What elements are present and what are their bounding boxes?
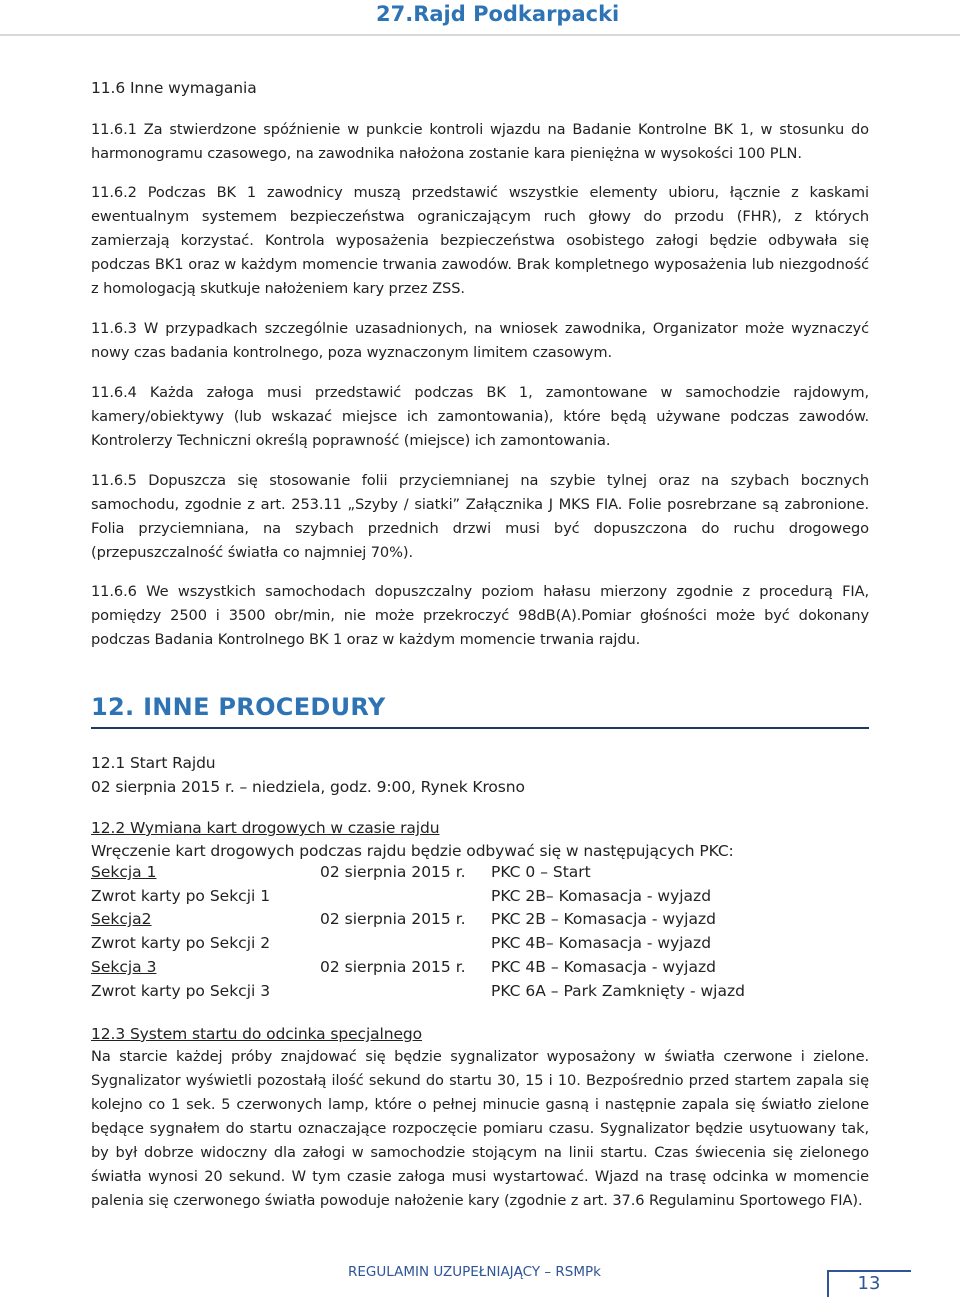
paragraph-11-6-6: 11.6.6 We wszystkich samochodach dopuszczalny poziom hałasu mierzony zgodnie z procedurą FIA, pomiędzy 2500 i 3500 obr/min, nie może przekroczyć 98dB(A).Pomiar głośności może być dokonany podczas Badania Kontrolnego BK 1 oraz w każdym momencie trwania rajdu. — [91, 583, 869, 648]
schedule-date: 02 sierpnia 2015 r. — [320, 910, 466, 928]
start-info: 02 sierpnia 2015 r. – niedziela, godz. 9:00, Rynek Krosno — [91, 778, 525, 796]
paragraph-11-6-4: 11.6.4 Każda załoga musi przedstawić podczas BK 1, zamontowane w samochodzie rajdowym, kamery/obiektywy (lub wskazać miejsce ich zamontowania), które będą używane podczas zawodów. Kontrolerzy Techniczni określą poprawność (miejsce) ich zamontowania. — [91, 384, 869, 449]
schedule-pkc: PKC 2B – Komasacja - wyjazd — [491, 910, 716, 928]
schedule-pkc: PKC 4B– Komasacja - wyjazd — [491, 934, 712, 952]
paragraph-11-6-2: 11.6.2 Podczas BK 1 zawodnicy muszą przedstawić wszystkie elementy ubioru, łącznie z kaskami ewentualnym systemem bezpieczeństwa ograniczającym ruch głowy do przodu (FHR), z których zamierzają korzystać. Kontrola wyposażenia bezpieczeństwa osobistego załogi będzie odbywała się podczas BK1 oraz w każdym momencie trwania zawodów. Brak kompletnego wyposażenia lub niezgodność z homologacją skutkuje nałożeniem kary przez ZSS. — [91, 184, 869, 297]
schedule-date: 02 sierpnia 2015 r. — [320, 958, 466, 976]
page-number: 13 — [857, 1273, 881, 1294]
paragraph-11-6-5: 11.6.5 Dopuszcza się stosowanie folii przyciemnianej na szybie tylnej oraz na szybach bocznych samochodu, zgodnie z art. 253.11 „Szyby / siatki” Załącznika J MKS FIA. Folie posrebrzane są zabronione. Folia przyciemniana, na szybach przednich drzwi musi być dopuszczona do ruchu drogowego (przepuszczalność światła co najmniej 70%). — [91, 472, 869, 561]
paragraph-11-6-3: 11.6.3 W przypadkach szczególnie uzasadnionych, na wniosek zawodnika, Organizator może wyznaczyć nowy czas badania kontrolnego, poza wyznaczonym limitem czasowym. — [91, 320, 869, 361]
schedule-pkc: PKC 2B– Komasacja - wyjazd — [491, 887, 712, 905]
schedule-label: Sekcja2 — [91, 910, 152, 928]
subsection-12-3-title: 12.3 System startu do odcinka specjalnego — [91, 1025, 423, 1043]
schedule-label: Zwrot karty po Sekcji 3 — [91, 982, 271, 1000]
footer-text: REGULAMIN UZUPEŁNIAJĄCY – RSMPk — [348, 1264, 601, 1280]
section-11-6-heading: 11.6 Inne wymagania — [91, 79, 257, 97]
section-12-heading: 12. INNE PROCEDURY — [91, 693, 869, 729]
schedule-pkc: PKC 0 – Start — [491, 863, 591, 881]
card-exchange-intro: Wręczenie kart drogowych podczas rajdu będzie odbywać się w następujących PKC: — [91, 842, 734, 860]
page-header — [0, 0, 960, 34]
paragraph-11-6-1: 11.6.1 Za stwierdzone spóźnienie w punkcie kontroli wjazdu na Badanie Kontrolne BK 1, w stosunku do harmonogramu czasowego, na zawodnika nałożona zostanie kara pieniężna w wysokości 100 PLN. — [91, 121, 869, 162]
subsection-12-1-title: 12.1 Start Rajdu — [91, 754, 216, 772]
schedule-row — [91, 958, 851, 982]
schedule-row — [91, 982, 851, 1006]
start-system-text: Na starcie każdej próby znajdować się będzie sygnalizator wyposażony w światła czerwone i zielone. Sygnalizator wyświetli pozostałą ilość sekund do startu 30, 15 i 10. Bezpośrednio przed startem zapala się kolejno co 1 sek. 5 czerwonych lamp, które o pełnej minucie gasną i następnie zapala się światło zielone będące sygnałem do startu oznaczające rozpoczęcie pomiaru czasu. Sygnalizator będzie usytuowany tak, by był dobrze widoczny dla załogi w samochodzie stojącym na linii startu. Czas świecenia się zielonego światła wynosi 20 sekund. W tym czasie załoga musi wystartować. Wjazd na trasę odcinka w momencie palenia się czerwonego światła powoduje nałożenie kary (zgodnie z art. 37.6 Regulaminu Sportowego FIA). — [91, 1048, 869, 1209]
schedule-label: Sekcja 3 — [91, 958, 157, 976]
subsection-12-2-title: 12.2 Wymiana kart drogowych w czasie rajdu — [91, 819, 440, 837]
schedule-date: 02 sierpnia 2015 r. — [320, 863, 466, 881]
schedule-label: Sekcja 1 — [91, 863, 157, 881]
page-number-box — [827, 1270, 911, 1297]
schedule-pkc: PKC 6A – Park Zamknięty - wjazd — [491, 982, 745, 1000]
schedule-row — [91, 887, 851, 911]
schedule-label: Zwrot karty po Sekcji 2 — [91, 934, 271, 952]
schedule-pkc: PKC 4B – Komasacja - wyjazd — [491, 958, 716, 976]
header-divider — [0, 34, 960, 36]
schedule-row — [91, 934, 851, 958]
schedule-row — [91, 910, 851, 934]
schedule-row — [91, 863, 851, 887]
rally-title: 27.Rajd Podkarpacki — [376, 2, 620, 26]
schedule-label: Zwrot karty po Sekcji 1 — [91, 887, 271, 905]
